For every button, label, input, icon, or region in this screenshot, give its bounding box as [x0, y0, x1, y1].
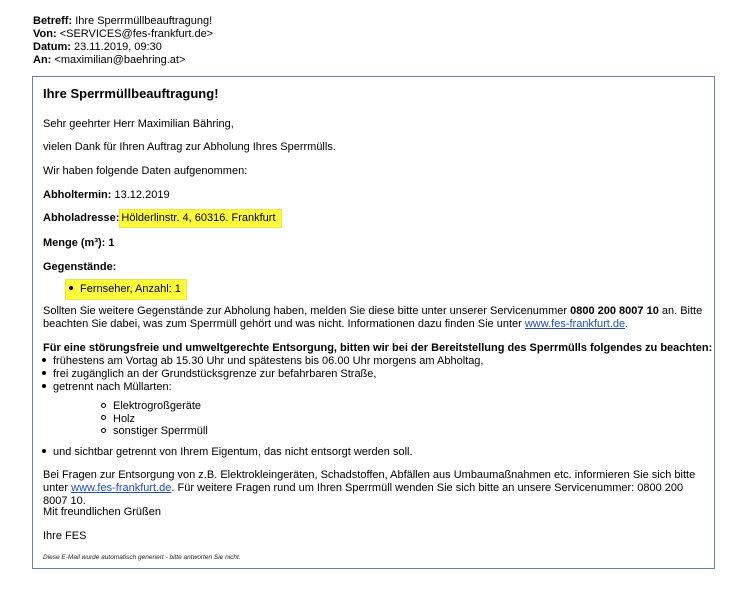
- list-item: [42, 368, 483, 381]
- closing: Mit freundlichen Grüßen: [43, 506, 161, 518]
- amount-row: Menge (m³): 1: [43, 237, 115, 249]
- sub-item-text: Elektrogroßgeräte: [113, 400, 202, 412]
- notice-text: frühestens am Vortag ab 15.30 Uhr und spätestens bis 06.00 Uhr morgens am Abholtag,: [53, 355, 484, 367]
- more-items-text-1: Sollten Sie weitere Gegenstände zur Abholung haben, melden Sie diese bitte unter unserer Servicenummer: [43, 305, 568, 317]
- list-item: [101, 425, 208, 438]
- pickup-date-row: [43, 189, 170, 201]
- date-label: Datum:: [33, 41, 71, 53]
- pickup-date-label: Abholtermin:: [43, 189, 112, 201]
- bullet-icon: [42, 384, 46, 388]
- circle-bullet-icon: [101, 415, 106, 420]
- more-items-paragraph: [43, 305, 708, 331]
- bullet-icon: [42, 358, 46, 362]
- from-value: <SERVICES@fes-frankfurt.de>: [59, 28, 214, 40]
- questions-paragraph: [43, 469, 708, 508]
- questions-text-1: Bei Fragen zur Entsorgung von z.B. Elektrokleingeräten, Schadstoffen, Abfällen aus Umbaumaßnahmen etc. informieren Sie sich bitte unter: [43, 469, 696, 494]
- subject-label: Betreff:: [33, 15, 73, 27]
- notice-heading: Für eine störungsfreie und umweltgerechte Entsorgung, bitten wir bei der Bereitstellung des Sperrmülls folgendes zu beachten:: [43, 342, 713, 354]
- sub-item-text: sonstiger Sperrmüll: [113, 425, 208, 437]
- pickup-date-value: 13.12.2019: [114, 189, 170, 201]
- to-row: [33, 54, 213, 67]
- list-item: [42, 381, 483, 394]
- data-intro: Wir haben folgende Daten aufgenommen:: [43, 165, 248, 177]
- from-row: [33, 28, 213, 41]
- period: .: [625, 318, 629, 330]
- items-label: Gegenstände:: [43, 261, 117, 273]
- notice-text: getrennt nach Müllarten:: [53, 381, 172, 393]
- list-item: [101, 400, 208, 413]
- item-list: [65, 283, 187, 295]
- pickup-address-label: Abholadresse:: [43, 212, 120, 224]
- circle-bullet-icon: [101, 403, 106, 408]
- item-text: Fernseher, Anzahl: 1: [80, 283, 181, 295]
- more-items-text-2: an. Bitte beachten: [43, 305, 703, 330]
- list-item: [42, 355, 483, 368]
- sub-item-text: Holz: [113, 412, 136, 425]
- pickup-address-row: [43, 212, 282, 224]
- from-label: Von:: [33, 28, 57, 40]
- date-value: 23.11.2019, 09:30: [73, 41, 162, 53]
- service-number: 0800 200 8007 10: [570, 305, 659, 317]
- fes-link[interactable]: www.fes-frankfurt.de: [524, 318, 626, 330]
- notice-last: [42, 446, 413, 458]
- thanks-text: vielen Dank für Ihren Auftrag zur Abholung Ihres Sperrmülls.: [43, 141, 336, 153]
- notice-list: [42, 355, 483, 394]
- pickup-address-value: Hölderlinstr. 4, 60316. Frankfurt: [119, 209, 281, 228]
- questions-text-2: . Für weitere Fragen rund um Ihren Sperrmüll wenden Sie sich bitte an unsere Servicenummer: 0800 200 8007 10.: [43, 482, 684, 507]
- circle-bullet-icon: [101, 428, 106, 433]
- list-item: [65, 279, 187, 300]
- fes-link[interactable]: www.fes-frankfurt.de: [71, 482, 172, 494]
- list-item: [101, 413, 208, 426]
- date-row: [33, 41, 213, 54]
- signature: Ihre FES: [43, 530, 87, 542]
- notice-text: frei zugänglich an der Grundstücksgrenze zur befahrbaren Straße,: [53, 368, 377, 380]
- bullet-icon: [69, 286, 73, 290]
- greeting: Sehr geehrter Herr Maximilian Bähring,: [43, 118, 234, 130]
- email-headers: [33, 15, 213, 67]
- to-value: <maximilian@baehring.at>: [54, 54, 186, 66]
- subject-value: Ihre Sperrmüllbeauftragung!: [75, 15, 213, 27]
- more-items-text-3: Sie dabei, was zum Sperrmüll gehört und was nicht. Informationen dazu finden Sie unter: [91, 318, 522, 330]
- notice-last-text: und sichtbar getrennt von Ihrem Eigentum, das nicht entsorgt werden soll.: [53, 446, 413, 458]
- subject-row: [33, 15, 213, 28]
- bullet-icon: [42, 371, 46, 375]
- body-title: Ihre Sperrmüllbeauftragung!: [43, 86, 219, 101]
- footnote: Diese E-Mail wurde automatisch generiert - bitte antworten Sie nicht.: [43, 554, 241, 561]
- bullet-icon: [42, 449, 46, 453]
- to-label: An:: [33, 54, 52, 66]
- email-body: [32, 76, 715, 569]
- sub-list: [101, 400, 208, 438]
